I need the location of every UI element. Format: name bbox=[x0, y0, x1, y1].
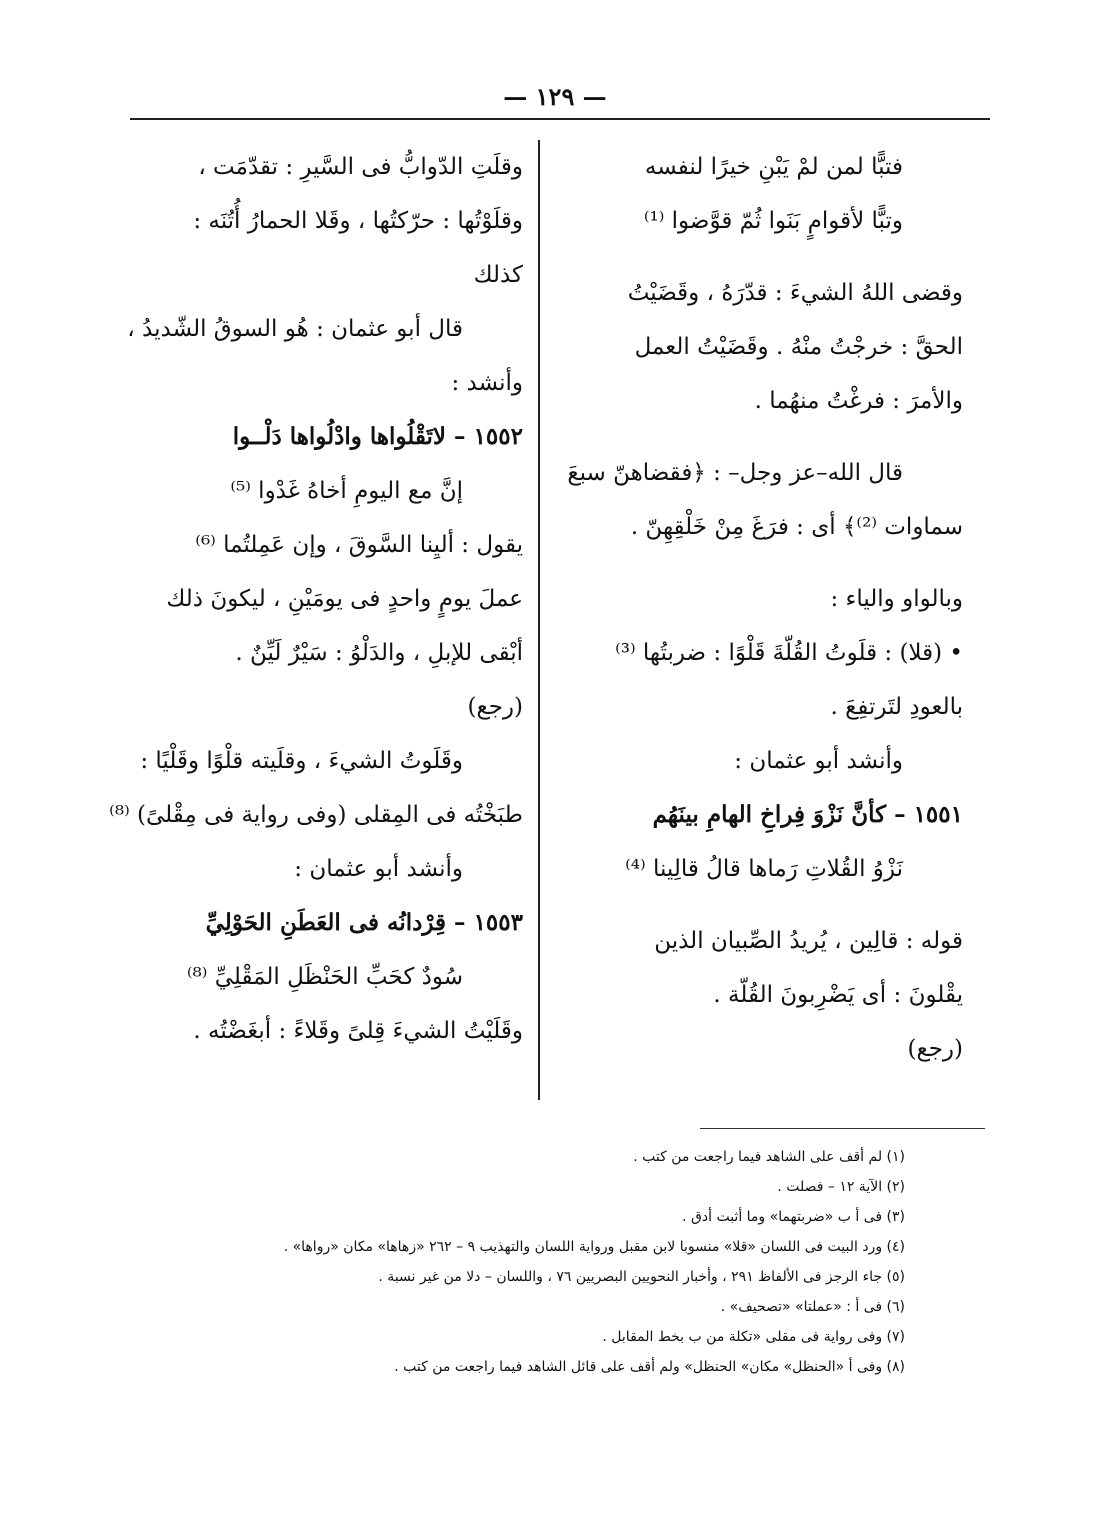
footnote: (١) لم أقف على الشاهد فيما راجعت من كتب . bbox=[633, 1149, 905, 1165]
return-marker: (رجع) bbox=[467, 694, 523, 720]
footnote-rule bbox=[700, 1128, 985, 1129]
verse-line: نَزْوُ القُلاتِ رَماها قالُ قالِينا ⁽⁴⁾ bbox=[625, 856, 903, 882]
text-line: وقَلَيْتُ الشيءَ قِلىً وقَلاءً : أبغَضْتُه . bbox=[193, 1018, 523, 1044]
footnote: (٣) فى أ ب «ضربتهما» وما أثبت أدق . bbox=[682, 1209, 905, 1225]
text-line: وأنشد : bbox=[451, 370, 523, 396]
right-column bbox=[568, 140, 963, 1076]
verse-line: ١٥٥١ – كأنَّ نَزْوَ فِراخِ الهامِ بينَهُم bbox=[652, 801, 963, 828]
footnote: (٦) فى أ : «عملتا» «تصحيف» . bbox=[720, 1299, 905, 1315]
text-line: قوله : قالِين ، يُريدُ الصِّبيان الذين bbox=[654, 928, 963, 954]
footnotes bbox=[150, 1142, 905, 1382]
text-line: وقلَوْتُها : حرّكتُها ، وقَلا الحمارُ أُتُنَه : bbox=[193, 208, 523, 234]
text-line: وأنشد أبو عثمان : bbox=[294, 856, 463, 882]
text-line: والأمرَ : فرغْتُ منهُما . bbox=[754, 388, 963, 414]
section-heading: وبالواو والياء : bbox=[830, 586, 963, 612]
text-line: قال الله–عز وجل– : ﴿فقضاهنّ سبعَ bbox=[567, 460, 903, 486]
page-number: — ١٢٩ — bbox=[503, 82, 607, 111]
text-line: عملَ يومٍ واحدٍ فى يومَيْنِ ، ليكونَ ذلك bbox=[166, 586, 523, 612]
text-line: يقول : أليِنا السَّوقَ ، وإن عَمِلتُما ⁽⁶⁾ bbox=[195, 532, 523, 558]
footnote: (٧) وفى رواية فى مقلى «تكلة من ب بخط المقابل . bbox=[602, 1329, 905, 1345]
text-line: الحقَّ : خرجْتُ منْهُ . وقَضَيْتُ العمل bbox=[634, 334, 963, 360]
text-line: وقلَتِ الدّوابُّ فى السَّيرِ : تقدّمَت ، bbox=[198, 154, 523, 180]
column-divider bbox=[538, 140, 540, 1100]
entry-line: • (قلا) : قلَوتُ القُلّةَ قَلْوًا : ضربتُها ⁽³⁾ bbox=[615, 640, 963, 666]
footnote: (٥) جاء الرجز فى الألفاظ ٢٩١ ، وأخبار النحويين البصريين ٧٦ ، واللسان – دلا من غير نسبة . bbox=[378, 1269, 905, 1285]
verse-line: إنَّ مع اليومِ أخاهُ غَدْوا ⁽⁵⁾ bbox=[230, 478, 463, 504]
text-line: قال أبو عثمان : هُو السوقُ الشّديدُ ، bbox=[127, 316, 463, 342]
text-line: وأنشد أبو عثمان : bbox=[734, 748, 903, 774]
text-line: وقَلَوتُ الشيءَ ، وقلَيته قلْوًا وقَلْيًا : bbox=[140, 748, 463, 774]
text-line: بالعودِ لتَرتفِعَ . bbox=[830, 694, 963, 720]
text-line: وقضى اللهُ الشيءَ : قدّرَهُ ، وقَضَيْتُ bbox=[627, 280, 963, 306]
verse-line: سُودٌ كحَبِّ الحَنْظَلِ المَقْلِيِّ ⁽⁸⁾ bbox=[186, 964, 463, 990]
verse-line: ١٥٥٣ – قِرْدانُه فى العَطَنِ الحَوْلِيِّ bbox=[205, 909, 523, 936]
footnote: (٢) الآية ١٢ – فصلت . bbox=[777, 1179, 905, 1195]
text-line: طبَخْتُه فى المِقلى (وفى رواية فى مِقْلىً) ⁽⁸⁾ bbox=[109, 802, 523, 828]
footnote: (٤) ورد البيت فى اللسان «قلا» منسوبا لابن مقبل ورواية اللسان والتهذيب ٩ – ٢٦٢ «زهاها» مكان «رواها» . bbox=[283, 1239, 905, 1255]
verse-line: فتبًّا لمن لمْ يَبْنِ خيرًا لنفسه bbox=[644, 154, 903, 180]
return-marker: (رجع) bbox=[907, 1036, 963, 1062]
footnote: (٨) وفى أ «الحنظل» مكان» الحنظل» ولم أقف على قائل الشاهد فيما راجعت من كتب . bbox=[394, 1359, 905, 1375]
left-column bbox=[109, 140, 523, 1058]
verse-line: ١٥٥٢ – لاتَقْلُواها وادْلُواها دَلْــوا bbox=[232, 423, 523, 450]
verse-line: وتبًّا لأقوامٍ بَنَوا ثُمّ قوَّضوا ⁽¹⁾ bbox=[643, 208, 903, 234]
text-line: أبْقى للإبلِ ، والدَلْوُ : سَيْرٌ لَيِّنٌ . bbox=[235, 640, 523, 666]
text-line: سماوات ⁽²⁾﴾ أى : فرَغَ مِنْ خَلْقِهِنّ . bbox=[630, 514, 963, 540]
text-line: كذلك bbox=[473, 262, 523, 288]
text-line: يقْلونَ : أى يَضْرِبونَ القُلّة . bbox=[713, 982, 963, 1008]
header-rule bbox=[130, 118, 990, 120]
